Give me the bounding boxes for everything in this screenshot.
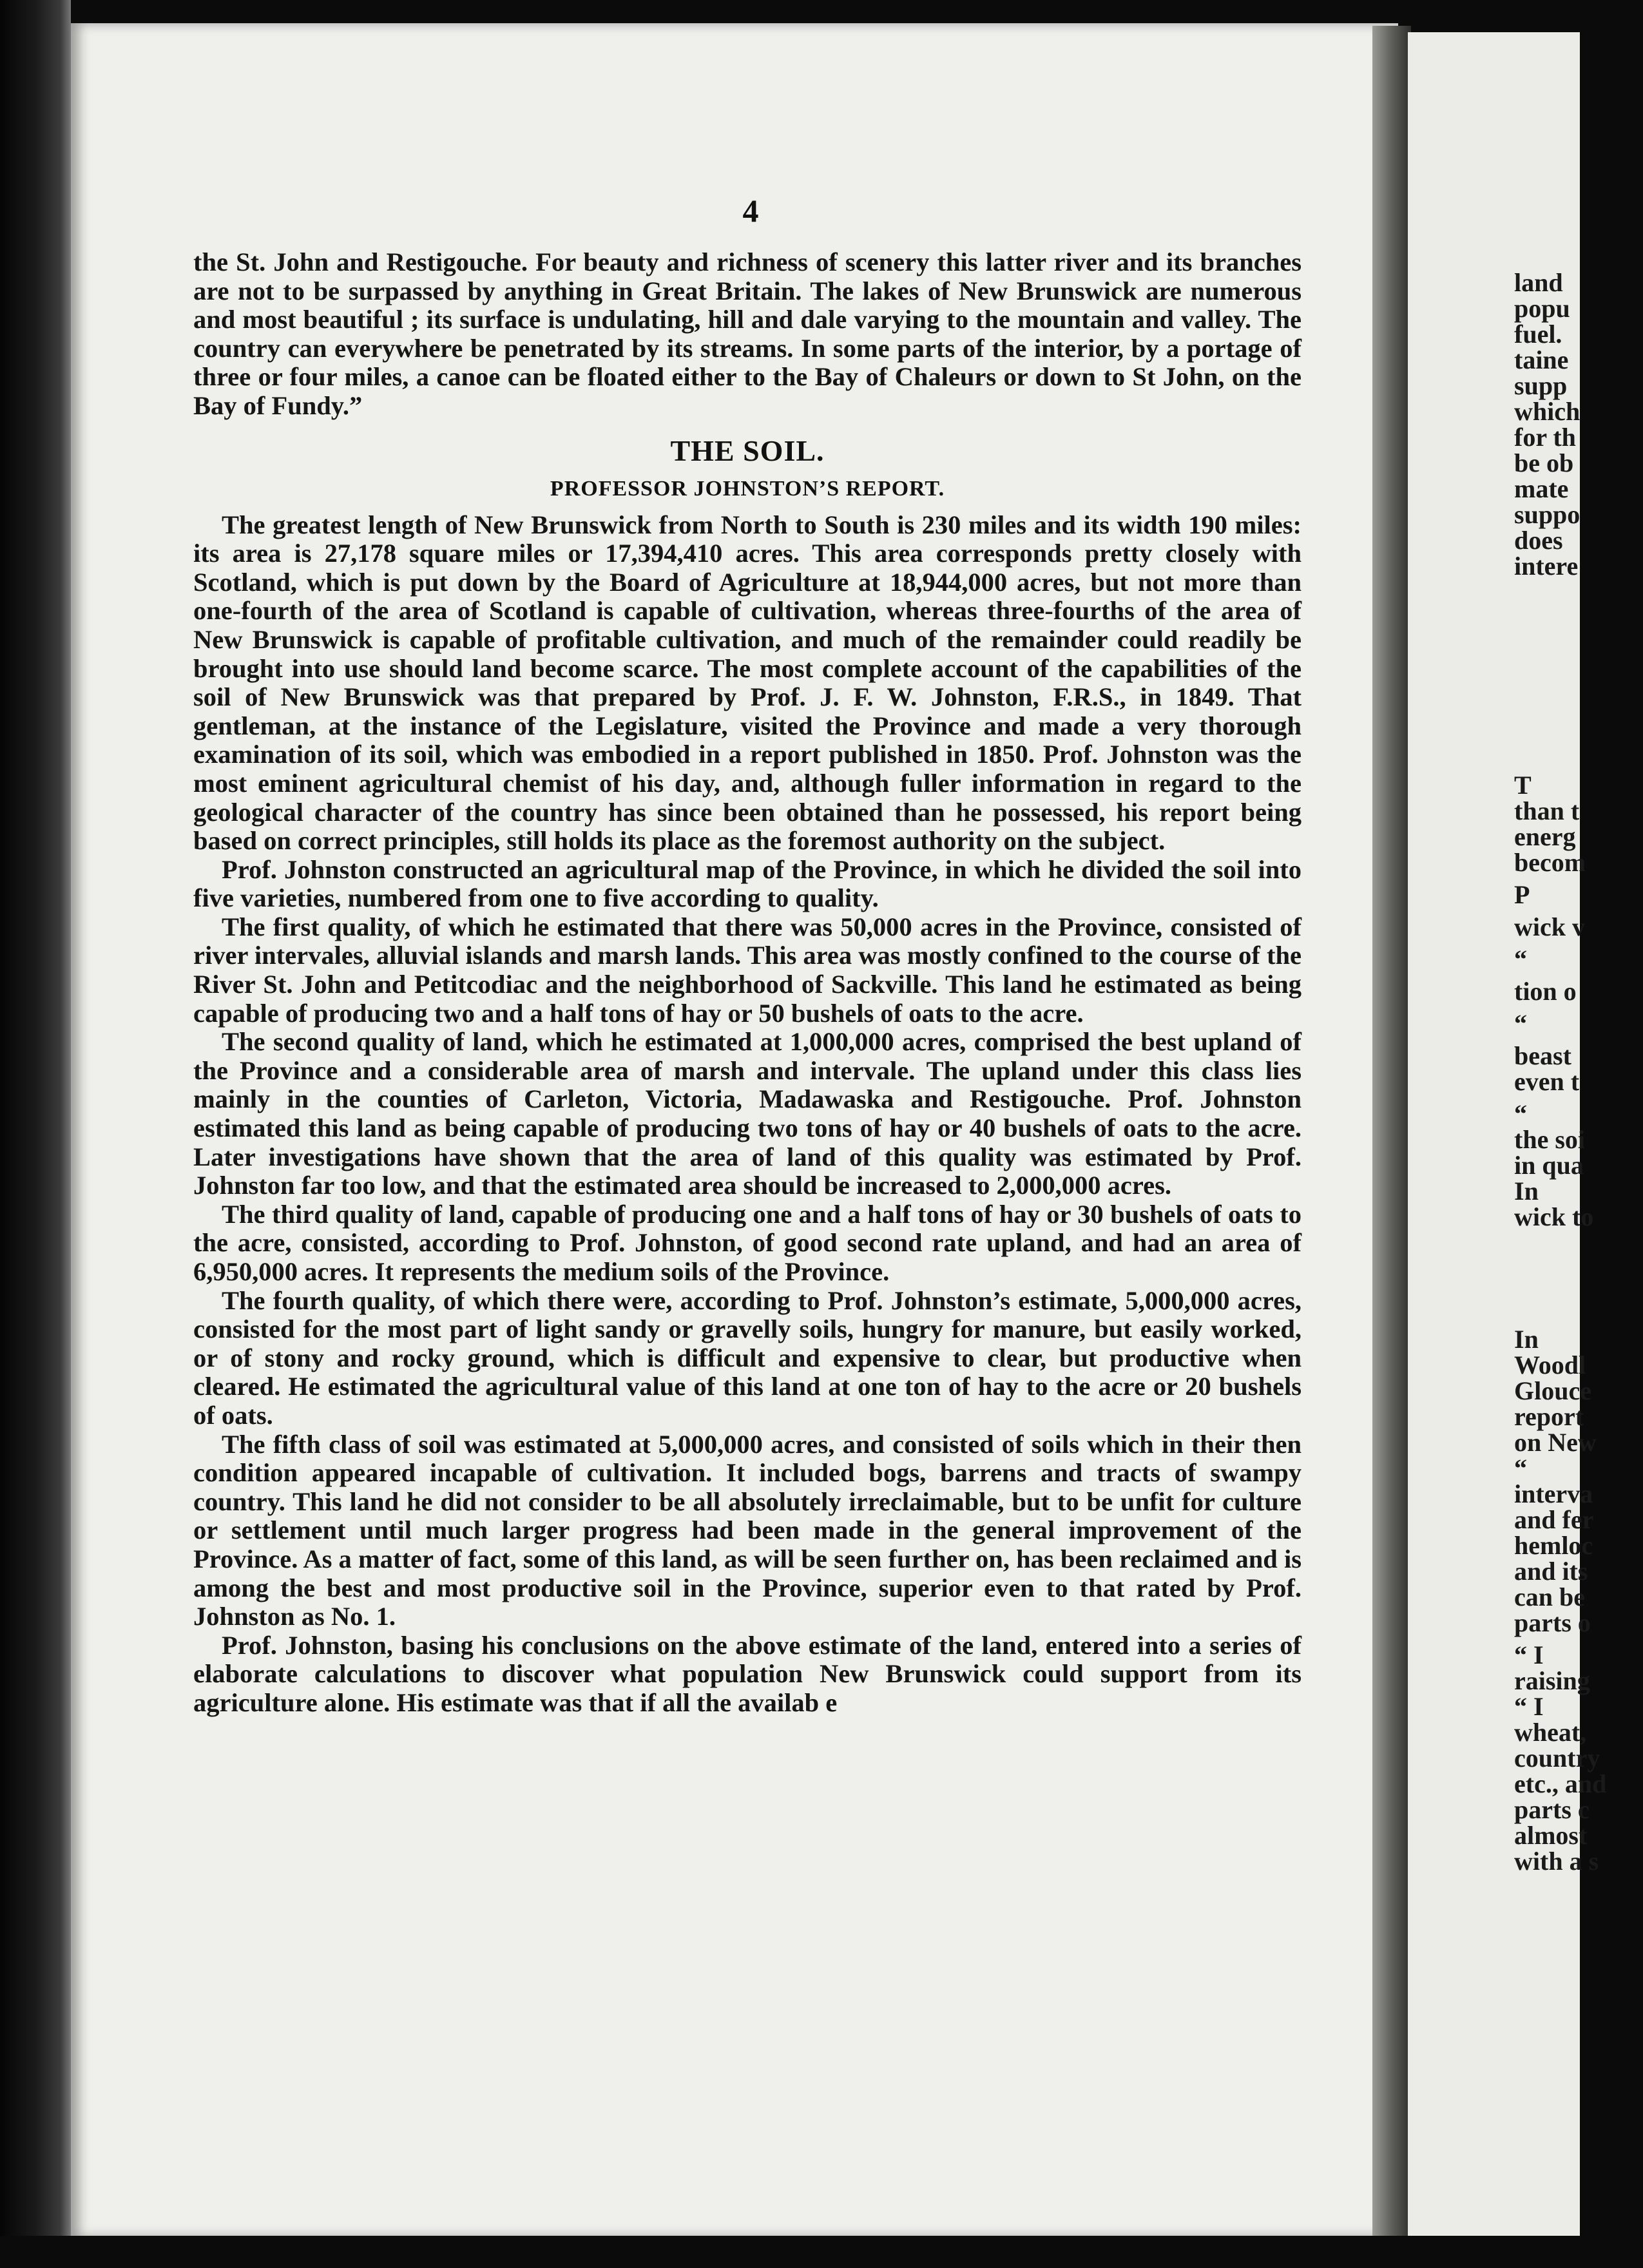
facing-page-fragment: land	[1514, 268, 1563, 297]
facing-page-fragment: “ I	[1514, 1692, 1544, 1721]
facing-page-fragment: raising	[1514, 1666, 1590, 1695]
facing-page-fragment: intere	[1514, 552, 1579, 581]
facing-page-fragment: popu	[1514, 294, 1570, 323]
facing-page-fragment: “ I	[1514, 1640, 1544, 1669]
facing-page-fragment: becom	[1514, 848, 1586, 877]
facing-page-fragment: hemloc	[1514, 1531, 1593, 1560]
facing-page-fragment: even t	[1514, 1067, 1580, 1096]
paragraph-third-quality: The third quality of land, capable of producing one and a half tons of hay or 30 bushels of oats to the acre, consisted, according to Prof. Johnston, of good second rate upland, and had an area of 6,950,000 acres. It represents the medium soils of the Province.	[193, 1199, 1302, 1286]
paragraph-fourth-quality: The fourth quality, of which there were, according to Prof. Johnston’s estimate, 5,000,000 acres, consisted for the most part of light sandy or gravelly soils, hungry for manure, but easily worked, or of stony and rocky ground, which is difficult and expensive to clear, but productive when cleared. He estimated the agricultural value of this land at one ton of hay to the acre or 20 bushels of oats.	[193, 1285, 1302, 1430]
left-binding-shadow	[0, 0, 71, 2268]
facing-page-fragment: etc., and	[1514, 1769, 1607, 1798]
facing-page-fragment: mate	[1514, 474, 1569, 503]
paragraph-first-quality: The first quality, of which he estimated that there was 50,000 acres in the Province, consisted of river intervales, alluvial islands and marsh lands. This area was mostly confined to the course of the River St. John and Petitcodiac and the neighborhood of Sackville. This land he estimated as being capable of producing two and a half tons of hay or 50 bushels of oats to the acre.	[193, 912, 1302, 1028]
facing-page-fragment: which	[1514, 397, 1581, 426]
facing-page-fragment: report	[1514, 1402, 1584, 1431]
facing-page-fragment: and fer	[1514, 1505, 1594, 1534]
facing-page-fragment: “	[1514, 1454, 1527, 1483]
section-subtitle: PROFESSOR JOHNSTON’S REPORT.	[550, 476, 945, 501]
book-spine	[1372, 26, 1411, 2242]
facing-page-fragment: and its	[1514, 1557, 1588, 1586]
facing-page-fragment: parts c	[1514, 1795, 1590, 1824]
facing-page-fragment: taine	[1514, 345, 1569, 374]
facing-page-fragment: wick to	[1514, 1202, 1594, 1231]
facing-page-fragment: Glouce	[1514, 1376, 1591, 1405]
facing-page-fragment: can be	[1514, 1582, 1585, 1611]
page-number: 4	[742, 193, 759, 229]
bottom-margin	[0, 2236, 1580, 2268]
facing-page-fragment: does	[1514, 526, 1563, 555]
facing-page-fragment: almost	[1514, 1821, 1588, 1850]
page-body	[193, 248, 1302, 1718]
paragraph-area: The greatest length of New Brunswick from North to South is 230 miles and its width 190 miles: its area is 27,178 square miles or 17,394,410 acres. This area corresponds pretty closely with Scotland, which is put down by the Board of Agriculture at 18,944,000 acres, but not more than one-fourth of the area of Scotland is capable of cultivation, whereas three-fourths of the area of New Brunswick is capable of profitable cultivation, and much of the remainder could readily be brought into use should land become scarce. The most complete account of the capabilities of the soil of New Brunswick was that prepared by Prof. J. F. W. Johnston, F.R.S., in 1849. That gentleman, at the instance of the Legislature, visited the Province and made a very thorough examination of its soil, which was embodied in a report published in 1850. Prof. Johnston was the most eminent agricultural chemist of his day, and, although fuller information in regard to the geological character of the country has since been obtained than he possessed, his report being based on correct principles, still holds its place as the foremost authority on the subject.	[193, 510, 1302, 856]
facing-page-fragment: suppo	[1514, 500, 1581, 529]
facing-page-fragment: wheat,	[1514, 1718, 1587, 1747]
facing-page-fragment: beast	[1514, 1041, 1571, 1070]
facing-page-fragment: energ	[1514, 822, 1576, 851]
facing-page-fragment: “	[1514, 1099, 1527, 1128]
paragraph-second-quality: The second quality of land, which he estimated at 1,000,000 acres, comprised the best upland of the Province and a considerable area of marsh and intervale. The upland under this class lies mainly in the counties of Carleton, Victoria, Madawaska and Restigouche. Prof. Johnston estimated this land as being capable of producing two tons of hay or 40 bushels of oats to the acre. Later investigations have shown that the area of land of this quality was estimated by Prof. Johnston far too low, and that the estimated area should be increased to 2,000,000 acres.	[193, 1027, 1302, 1200]
facing-page-fragment: tion o	[1514, 977, 1577, 1006]
opening-paragraph: the St. John and Restigouche. For beauty and richness of scenery this latter river and its branches are not to be surpassed by anything in Great Britain. The lakes of New Brunswick are numerous and most beautiful ; its surface is undulating, hill and dale varying to the mountain and valley. The country can everywhere be penetrated by its streams. In some parts of the interior, by a portage of three or four miles, a canoe can be floated either to the Bay of Chaleurs or down to St John, on the Bay of Fundy.”	[193, 247, 1302, 420]
paragraph-fifth-class: The fifth class of soil was estimated at 5,000,000 acres, and consisted of soils which in their then condition appeared incapable of cultivation. It included bogs, barrens and tracts of swampy country. This land he did not consider to be all absolutely irreclaimable, but to be unfit for culture or settlement until much larger progress had been made in the general improvement of the Province. As a matter of fact, some of this land, as will be seen further on, has been reclaimed and is among the best and most productive soil in the Province, superior even to that rated by Prof. Johnston as No. 1.	[193, 1429, 1302, 1631]
facing-page-fragment: fuel.	[1514, 320, 1562, 349]
facing-page-fragment: parts o	[1514, 1608, 1591, 1637]
facing-page-fragment: for th	[1514, 423, 1576, 452]
facing-page-fragment: P	[1514, 880, 1530, 909]
facing-page-fragment: Woodl	[1514, 1350, 1586, 1379]
facing-page-fragment: supp	[1514, 371, 1568, 400]
section-title: THE SOIL.	[670, 434, 825, 467]
facing-page-fragment: the soi	[1514, 1125, 1585, 1154]
facing-page-fragment: country	[1514, 1744, 1600, 1773]
facing-page-fragment: in qua	[1514, 1151, 1584, 1180]
facing-page-fragment: on New	[1514, 1428, 1597, 1457]
facing-page-fragment: interva	[1514, 1479, 1593, 1508]
facing-page-fragment: In	[1514, 1177, 1539, 1206]
paragraph-population: Prof. Johnston, basing his conclusions on the above estimate of the land, entered into a series of elaborate calculations to discover what population New Brunswick could support from its agriculture alone. His estimate was that if all the availab e	[193, 1630, 1302, 1717]
facing-page-fragment: In	[1514, 1325, 1539, 1354]
facing-page-fragment: with a s	[1514, 1847, 1599, 1876]
facing-page-fragment: “	[1514, 945, 1527, 974]
facing-page-fragment: T	[1514, 771, 1532, 800]
facing-page-fragment: wick v	[1514, 912, 1585, 941]
facing-page-fragment: “	[1514, 1009, 1527, 1038]
facing-page-fragment: than t	[1514, 796, 1580, 825]
paragraph-map: Prof. Johnston constructed an agricultural map of the Province, in which he divided the soil into five varieties, numbered from one to five according to quality.	[193, 854, 1302, 913]
facing-page-fragment: be ob	[1514, 448, 1574, 477]
